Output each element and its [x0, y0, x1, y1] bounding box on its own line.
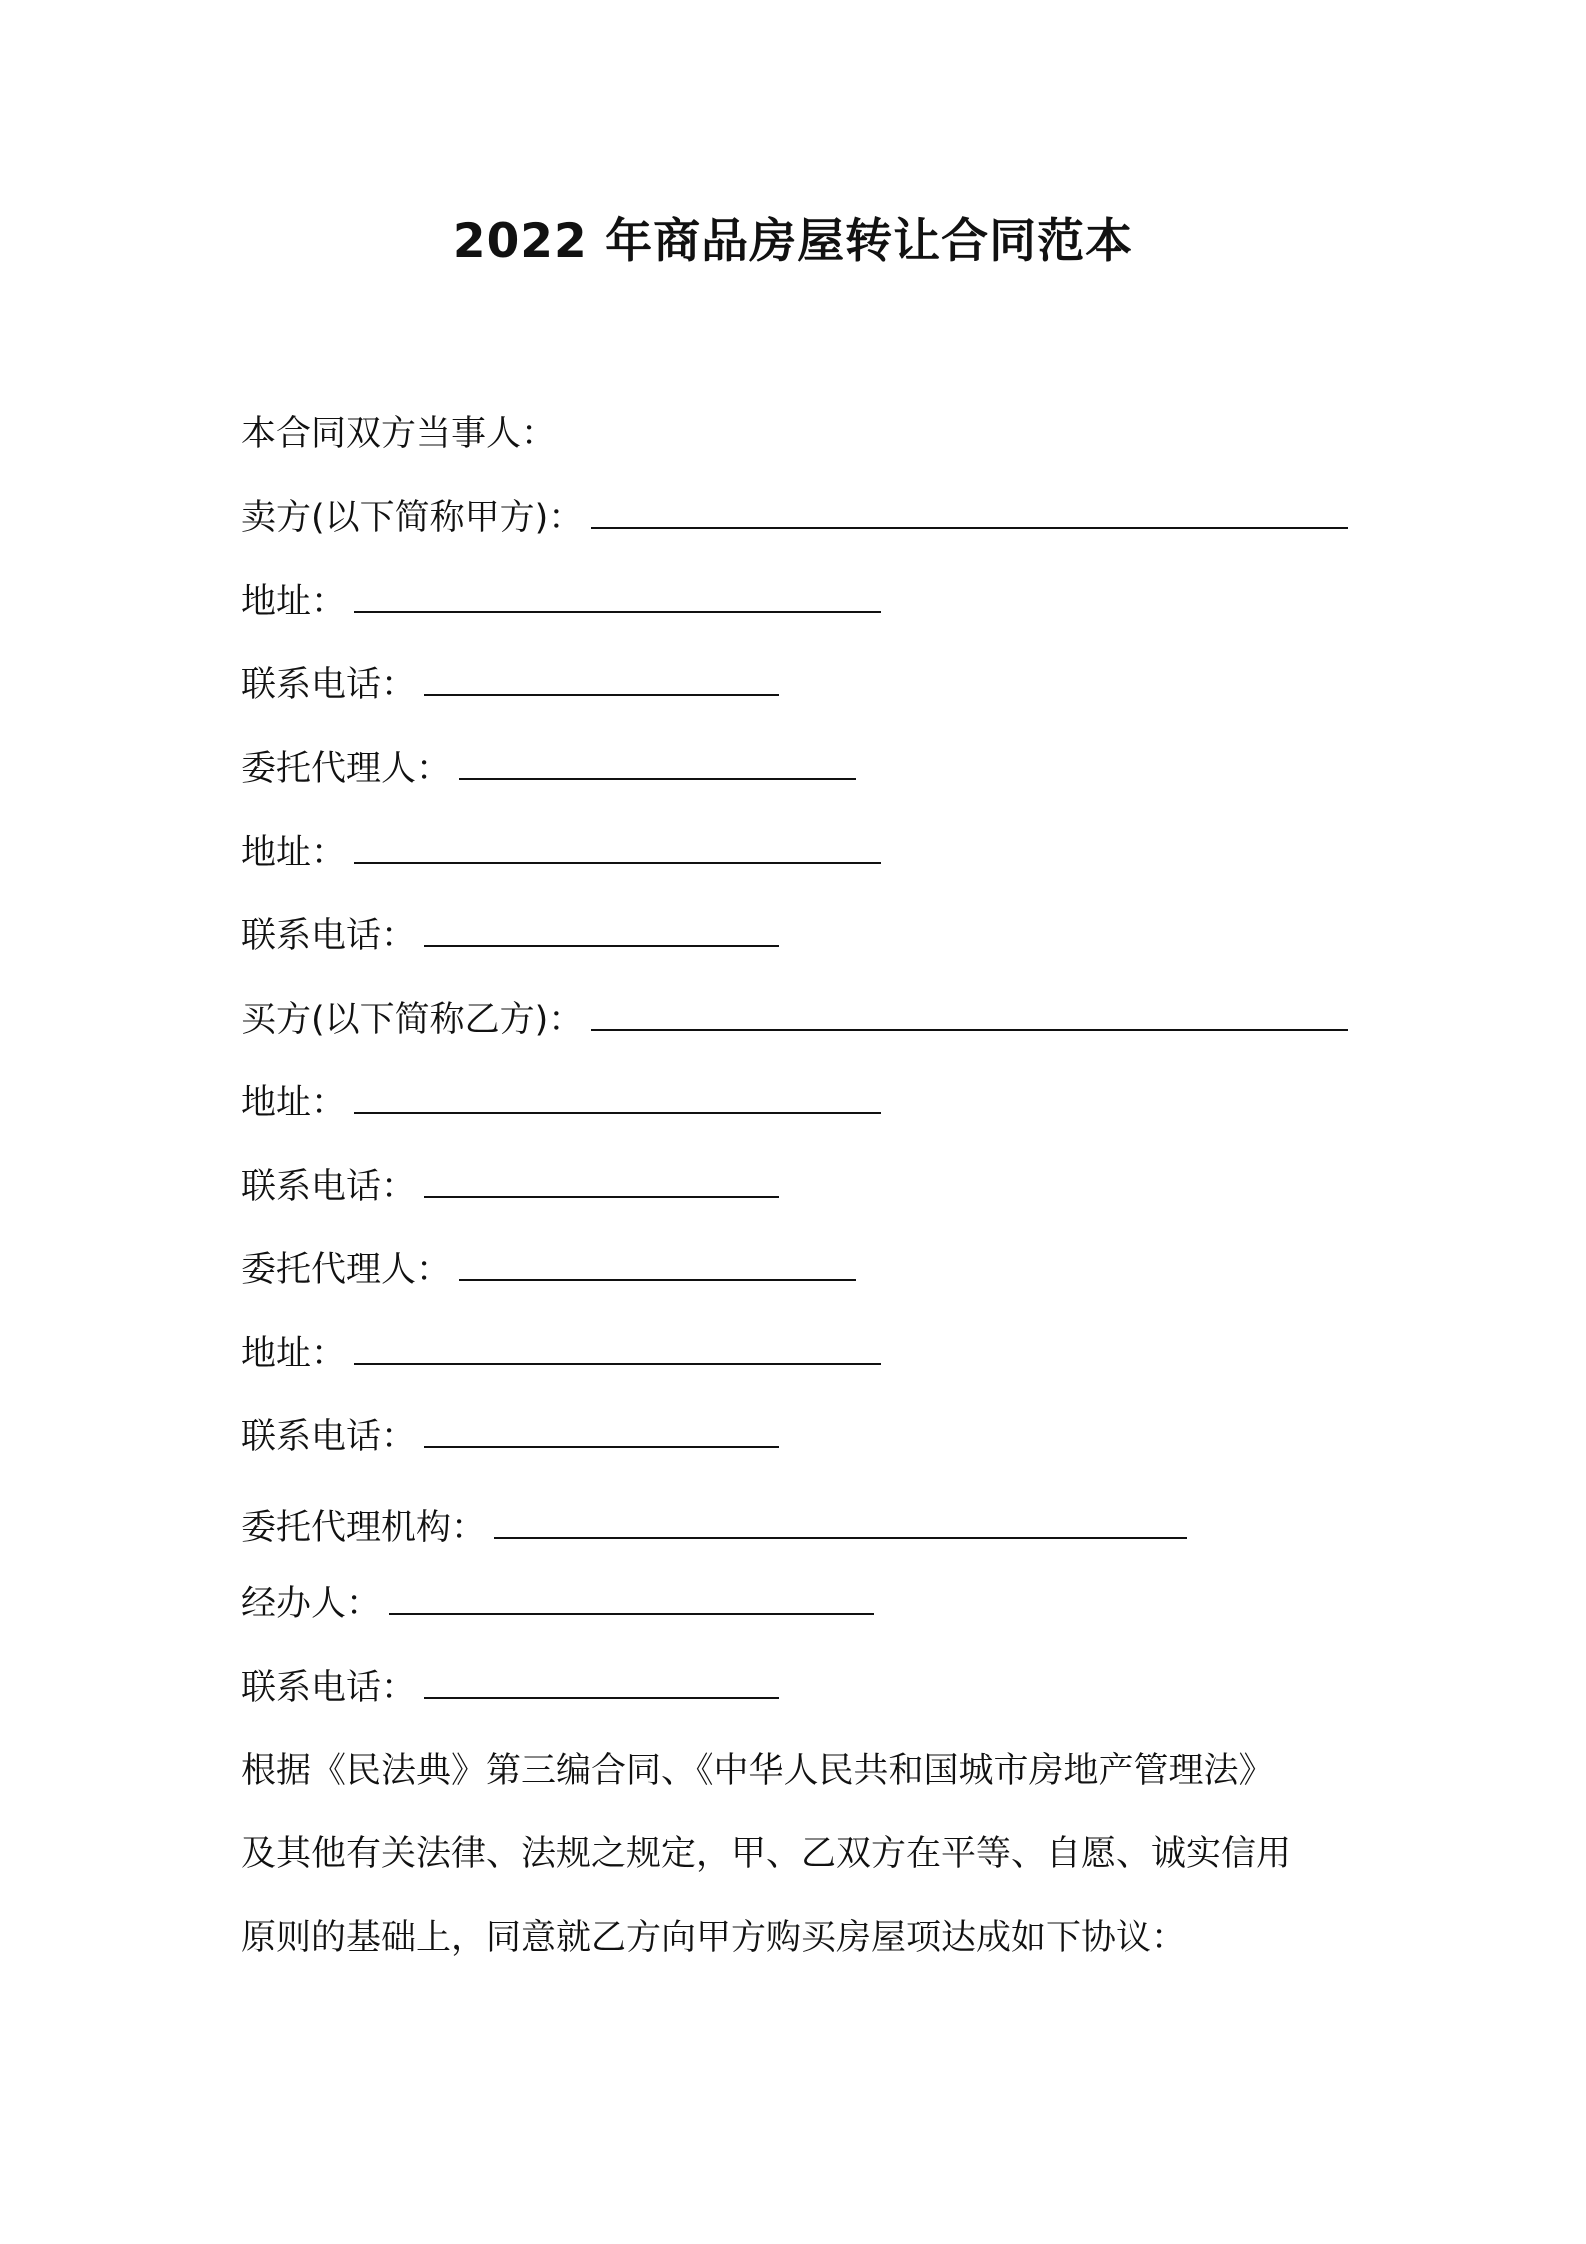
buyer-agent-address-blank[interactable]	[354, 1329, 881, 1365]
field-label: 委托代理人：	[241, 1250, 452, 1290]
seller-agent-address-blank[interactable]	[354, 828, 881, 864]
seller-address-blank[interactable]	[354, 577, 881, 613]
field-label: 地址：	[241, 582, 347, 622]
field-label: 地址：	[241, 833, 347, 873]
handler-phone-blank[interactable]	[424, 1663, 779, 1699]
field-label: 联系电话：	[241, 1417, 417, 1457]
seller-agent-field	[241, 744, 856, 793]
field-label: 联系电话：	[241, 916, 417, 956]
seller-phone-blank[interactable]	[424, 660, 779, 696]
agency-blank[interactable]	[494, 1503, 1187, 1539]
buyer-name-blank[interactable]	[591, 995, 1348, 1031]
buyer-address-field	[241, 1078, 881, 1127]
body-line-1: 根据《民法典》第三编合同、《中华人民共和国城市房地产管理法》	[241, 1751, 1274, 1791]
seller-phone-field	[241, 660, 779, 709]
parties-intro	[241, 410, 556, 458]
buyer-agent-address-field	[241, 1329, 881, 1378]
agency-field	[241, 1503, 1187, 1552]
field-label: 委托代理人：	[241, 749, 452, 789]
buyer-address-blank[interactable]	[354, 1078, 881, 1114]
body-line-2: 及其他有关法律、法规之规定，甲、乙双方在平等、自愿、诚实信用	[241, 1834, 1292, 1874]
buyer-phone-blank[interactable]	[424, 1162, 779, 1198]
buyer-agent-phone-blank[interactable]	[424, 1412, 779, 1448]
field-label: 联系电话：	[241, 1167, 417, 1207]
seller-name-field	[241, 493, 1348, 542]
buyer-agent-field	[241, 1245, 856, 1294]
field-label: 地址：	[241, 1334, 347, 1374]
handler-blank[interactable]	[389, 1579, 874, 1615]
seller-agent-phone-blank[interactable]	[424, 911, 779, 947]
seller-agent-address-field	[241, 828, 881, 877]
buyer-agent-blank[interactable]	[459, 1245, 856, 1281]
seller-agent-blank[interactable]	[459, 744, 856, 780]
buyer-phone-field	[241, 1162, 779, 1211]
body-line-3: 原则的基础上，同意就乙方向甲方购买房屋项达成如下协议：	[241, 1918, 1187, 1958]
field-label: 地址：	[241, 1083, 347, 1123]
seller-name-blank[interactable]	[591, 493, 1348, 529]
handler-field	[241, 1579, 874, 1628]
seller-address-field	[241, 577, 881, 626]
seller-agent-phone-field	[241, 911, 779, 960]
parties-intro-label: 本合同双方当事人：	[241, 414, 557, 454]
document-title: 2022 年商品房屋转让合同范本	[452, 214, 1134, 269]
buyer-agent-phone-field	[241, 1412, 779, 1461]
field-label: 联系电话：	[241, 665, 417, 705]
field-label: 经办人：	[241, 1584, 382, 1624]
field-label: 卖方(以下简称甲方)：	[241, 498, 584, 538]
buyer-name-field	[241, 995, 1348, 1044]
field-label: 联系电话：	[241, 1668, 417, 1708]
field-label: 买方(以下简称乙方)：	[241, 1000, 584, 1040]
handler-phone-field	[241, 1663, 779, 1712]
field-label: 委托代理机构：	[241, 1508, 487, 1548]
